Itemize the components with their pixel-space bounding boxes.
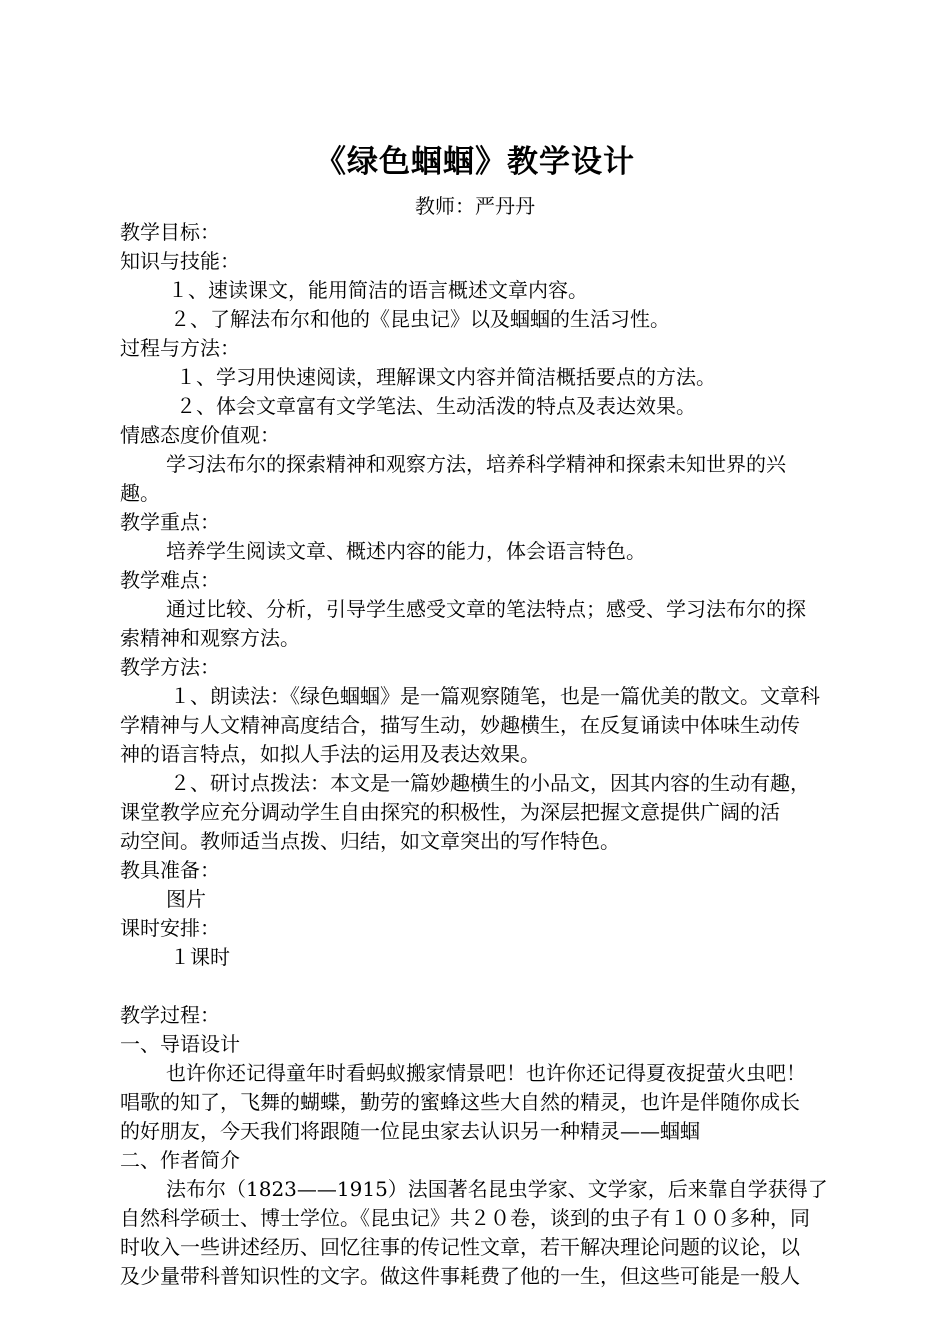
paragraph-line: 动空间。教师适当点拨、归结，如文章突出的写作特色。 [120,829,620,853]
section-heading-author: 二、作者简介 [120,1148,240,1172]
heading-teaching-aids: 教具准备： [120,858,220,882]
heading-teaching-methods: 教学方法： [120,655,220,679]
blank-line [120,972,860,1001]
paragraph-line: 通过比较、分析，引导学生感受文章的笔法特点；感受、学习法布尔的探 [166,597,806,621]
paragraph-line: 也许你还记得童年时看蚂蚁搬家情景吧！也许你还记得夏夜捉萤火虫吧！ [166,1061,806,1085]
heading-teaching-process: 教学过程： [120,1003,220,1027]
paragraph-line: 索精神和观察方法。 [120,626,300,650]
teacher-name: 教师：严丹丹 [415,194,535,218]
list-item: ２、了解法布尔和他的《昆虫记》以及蝈蝈的生活习性。 [170,307,670,331]
paragraph-line: 培养学生阅读文章、概述内容的能力，体会语言特色。 [166,539,646,563]
heading-key-points: 教学重点： [120,510,220,534]
heading-attitude-values: 情感态度价值观： [120,423,280,447]
paragraph-line: 学习法布尔的探索精神和观察方法，培养科学精神和探索未知世界的兴 [166,452,786,476]
paragraph-line: 自然科学硕士、博士学位。《昆虫记》共２０卷，谈到的虫子有１００多种，同 [120,1206,810,1230]
paragraph-line: 课堂教学应充分调动学生自由探究的积极性，为深层把握文意提供广阔的活 [120,800,780,824]
paragraph-line: ２、研讨点拨法：本文是一篇妙趣横生的小品文，因其内容的生动有趣， [170,771,810,795]
paragraph-line: １、朗读法：《绿色蝈蝈》是一篇观察随笔，也是一篇优美的散文。文章科 [170,684,820,708]
heading-knowledge-skills: 知识与技能： [120,249,240,273]
paragraph-line: 神的语言特点，如拟人手法的运用及表达效果。 [120,742,540,766]
paragraph-line: 趣。 [120,481,160,505]
heading-process-method: 过程与方法： [120,336,240,360]
heading-difficult-points: 教学难点： [120,568,220,592]
paragraph-line: 唱歌的知了，飞舞的蝴蝶，勤劳的蜜蜂这些大自然的精灵，也许是伴随你成长 [120,1090,800,1114]
list-item: ２、体会文章富有文学笔法、生动活泼的特点及表达效果。 [176,394,696,418]
paragraph-line: 及少量带科普知识性的文字。做这件事耗费了他的一生，但这些可能是一般人 [120,1264,800,1288]
heading-teaching-goals: 教学目标： [120,220,220,244]
heading-class-schedule: 课时安排： [120,916,220,940]
section-heading-intro: 一、导语设计 [120,1032,240,1056]
paragraph-line: 时收入一些讲述经历、回忆往事的传记性文章，若干解决理论问题的议论，以 [120,1235,800,1259]
paragraph-line: 的好朋友，今天我们将跟随一位昆虫家去认识另一种精灵——蝈蝈 [120,1119,700,1143]
paragraph-line: 图片 [166,887,206,911]
list-item: １、学习用快速阅读，理解课文内容并简洁概括要点的方法。 [176,365,716,389]
document-body [120,218,860,1291]
paragraph-line: １课时 [170,945,230,969]
list-item: １、速读课文，能用简洁的语言概述文章内容。 [168,278,588,302]
page-title: 《绿色蝈蝈》教学设计 [315,144,635,180]
paragraph-line: 法布尔（1823——1915）法国著名昆虫学家、文学家，后来靠自学获得了 [166,1177,828,1201]
paragraph-line: 学精神与人文精神高度结合，描写生动，妙趣横生，在反复诵读中体味生动传 [120,713,800,737]
